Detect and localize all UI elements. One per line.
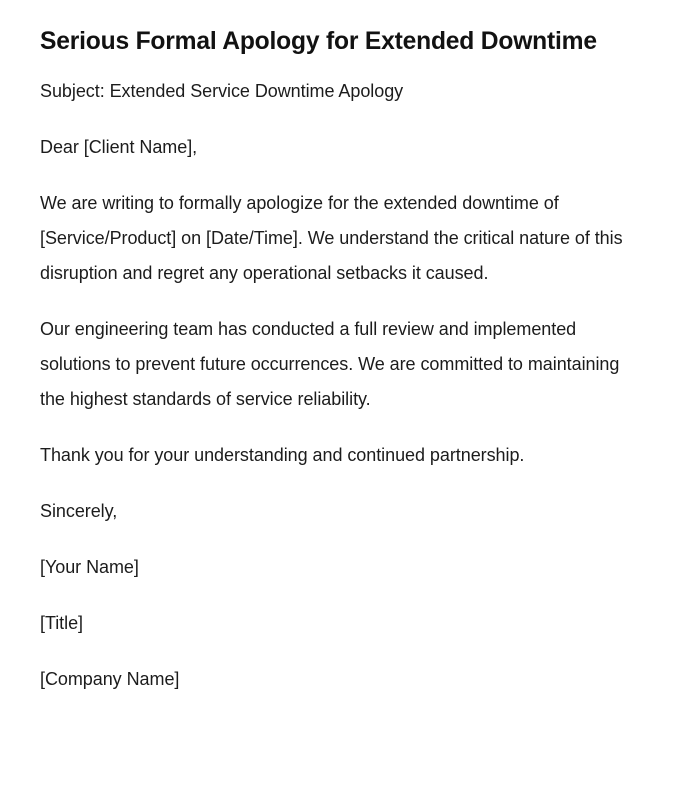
letter-body: [40, 74, 640, 697]
page-title: Serious Formal Apology for Extended Downtime: [40, 27, 597, 55]
signature-name: [Your Name]: [40, 557, 139, 577]
signature-title: [Title]: [40, 613, 83, 633]
salutation: Dear [Client Name],: [40, 137, 198, 157]
signature-company: [Company Name]: [40, 669, 180, 689]
subject-line: Subject: Extended Service Downtime Apology: [40, 81, 404, 101]
paragraph-thanks: Thank you for your understanding and continued partnership.: [40, 445, 525, 465]
paragraph-apology: We are writing to formally apologize for the extended downtime of [Service/Product] on [Date/Time]. We understand the critical nature of this disruption and regret any operational setbacks it caused.: [40, 193, 623, 283]
paragraph-remediation: Our engineering team has conducted a full review and implemented solutions to prevent future occurrences. We are committed to maintaining the highest standards of service reliability.: [40, 319, 620, 409]
closing: Sincerely,: [40, 501, 118, 521]
